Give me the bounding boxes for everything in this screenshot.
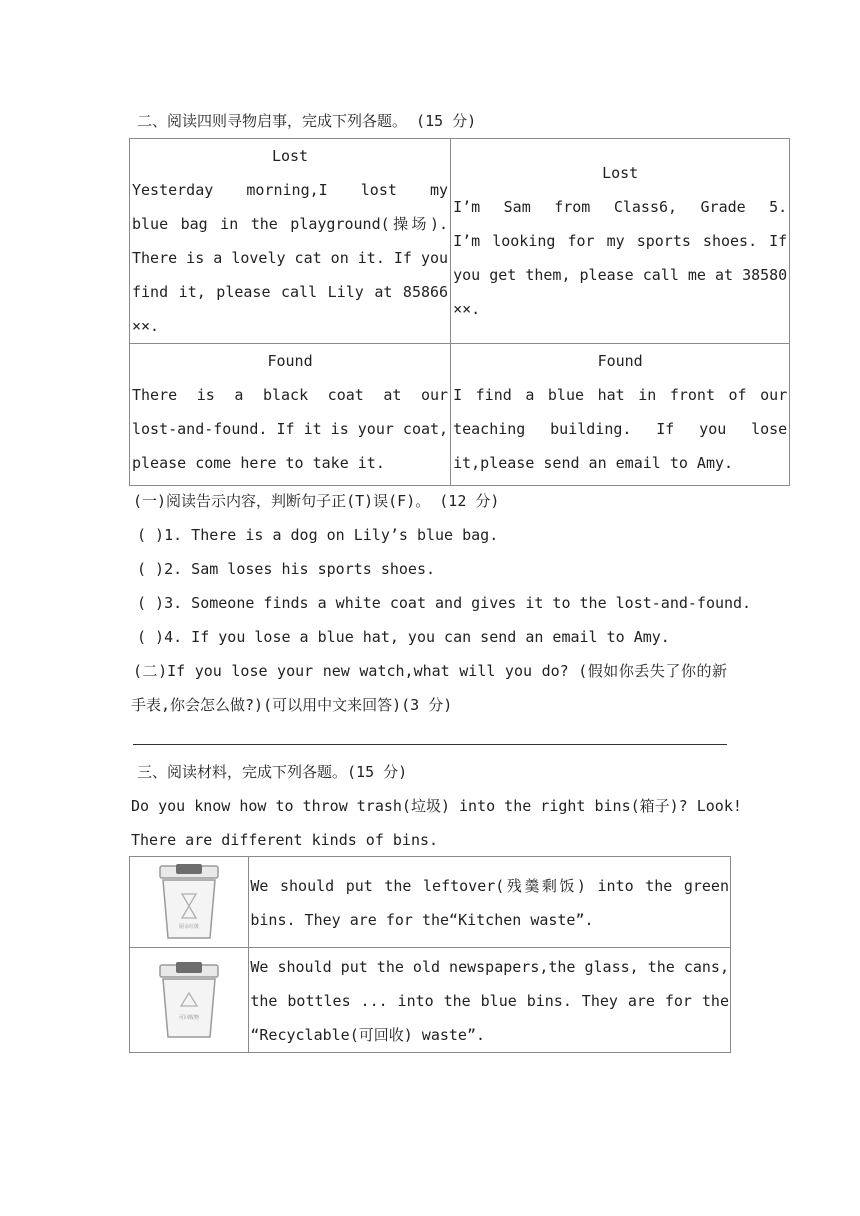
notice-line: you get them, please call me at 38580 bbox=[453, 266, 788, 284]
notice-line: it,please send an email to Amy. bbox=[453, 454, 734, 472]
notice-line: There is a lovely cat on it. If you bbox=[132, 249, 449, 267]
question-3: ( )3. Someone finds a white coat and gives it to the lost-and-found. bbox=[137, 594, 752, 612]
notice-lost-lily bbox=[130, 139, 451, 344]
notice-title: Found bbox=[267, 352, 313, 370]
notice-line: please come here to take it. bbox=[132, 454, 385, 472]
kitchen-waste-bin-icon bbox=[154, 862, 224, 942]
answer-line bbox=[133, 744, 727, 745]
bin-description bbox=[249, 857, 731, 948]
recyclable-bin-icon bbox=[154, 959, 224, 1041]
notice-line: teaching building. If you lose bbox=[453, 420, 788, 438]
bin-image-cell bbox=[130, 857, 249, 948]
section3-intro-cont: There are different kinds of bins. bbox=[131, 831, 439, 849]
section2-heading: 二、阅读四则寻物启事，完成下列各题。 (15 分) bbox=[137, 112, 477, 130]
question-1: ( )1. There is a dog on Lily’s blue bag. bbox=[137, 526, 499, 544]
notice-found-coat bbox=[130, 344, 451, 486]
notice-found-hat bbox=[451, 344, 790, 486]
question-2: ( )2. Sam loses his sports shoes. bbox=[137, 560, 436, 578]
notice-line: I’m looking for my sports shoes. If bbox=[453, 232, 788, 250]
bin-label: 可回收物 bbox=[179, 1015, 200, 1021]
notice-line: ××. bbox=[132, 317, 160, 335]
bin-image-cell bbox=[130, 948, 249, 1053]
bin-text-line: the bottles ... into the blue bins. They are for the bbox=[250, 992, 729, 1010]
notice-line: lost-and-found. If it is your coat, bbox=[132, 420, 449, 438]
bin-description bbox=[249, 948, 731, 1053]
notice-line: blue bag in the playground(操场). bbox=[132, 215, 449, 233]
bins-table bbox=[129, 856, 731, 1053]
notice-title: Lost bbox=[602, 164, 639, 182]
notice-title: Lost bbox=[271, 147, 309, 165]
notice-table bbox=[129, 138, 790, 486]
question-4: ( )4. If you lose a blue hat, you can send an email to Amy. bbox=[137, 628, 670, 646]
part2-question-cont: 手表,你会怎么做?)(可以用中文来回答)(3 分) bbox=[131, 696, 453, 714]
notice-line: I find a blue hat in front of our bbox=[453, 386, 788, 404]
notice-lost-sam bbox=[451, 139, 790, 344]
bin-text-line: We should put the leftover(残羹剩饭) into the green bbox=[250, 877, 729, 895]
bin-label: 厨余垃圾 bbox=[179, 924, 200, 930]
bin-text-line: We should put the old newspapers,the glass, the cans, bbox=[250, 958, 729, 976]
bin-text-line: bins. They are for the“Kitchen waste”. bbox=[250, 911, 594, 929]
section3-heading: 三、阅读材料，完成下列各题。(15 分) bbox=[137, 763, 408, 781]
notice-title: Found bbox=[597, 352, 643, 370]
notice-line: There is a black coat at our bbox=[132, 386, 449, 404]
notice-line: find it, please call Lily at 85866 bbox=[132, 283, 449, 301]
section3-intro: Do you know how to throw trash(垃圾) into the right bins(箱子)? Look! bbox=[131, 797, 742, 815]
part1-heading: (一)阅读告示内容，判断句子正(T)误(F)。 (12 分) bbox=[133, 492, 500, 510]
notice-line: I’m Sam from Class6, Grade 5. bbox=[453, 198, 788, 216]
bin-text-line: “Recyclable(可回收) waste”. bbox=[250, 1026, 486, 1044]
notice-line: Yesterday morning,I lost my bbox=[132, 181, 449, 199]
notice-line: ××. bbox=[453, 300, 481, 318]
part2-question: (二)If you lose your new watch,what will you do? (假如你丢失了你的新 bbox=[133, 662, 727, 680]
